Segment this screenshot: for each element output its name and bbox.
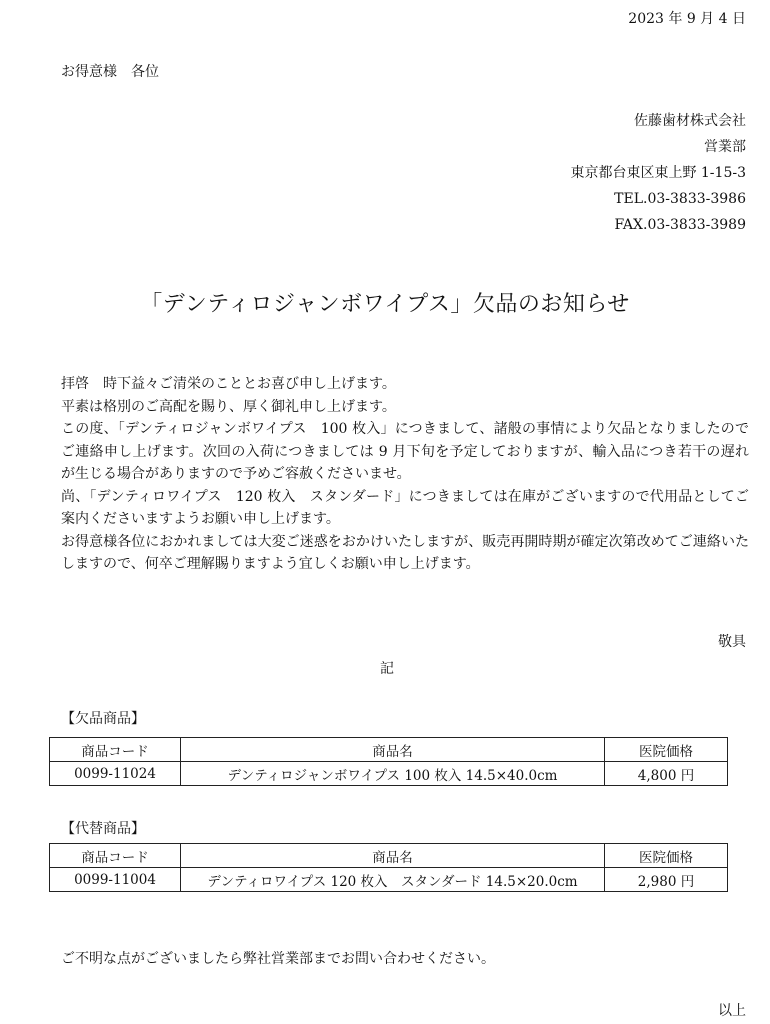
body-paragraph: お得意様各位におかれましては大変ご迷惑をおかけいたしますが、販売再開時期が確定次第改めてご連絡いたしますので、何卒ご理解賜りますよう宜しくお願い申し上げます。 <box>61 533 749 572</box>
document-date: 2023 年 9 月 4 日 <box>628 11 746 27</box>
closing-word: 敬具 <box>718 634 746 650</box>
product-price: 4,800 円 <box>605 762 728 786</box>
product-code: 0099-11024 <box>50 762 181 786</box>
header-product-name: 商品名 <box>181 738 605 762</box>
recipient: お得意様 各位 <box>61 64 159 80</box>
body-paragraph: 拝啓 時下益々ご清栄のこととお喜び申し上げます。 <box>61 376 396 392</box>
table-row <box>50 868 728 892</box>
sender-tel: TEL.03-3833-3986 <box>614 191 746 207</box>
table-row <box>50 762 728 786</box>
out-of-stock-table <box>49 737 728 786</box>
table-header-row <box>50 738 728 762</box>
sender-address: 東京都台東区東上野 1-15-3 <box>570 165 746 181</box>
sender-fax: FAX.03-3833-3989 <box>614 217 746 233</box>
header-product-code: 商品コード <box>50 738 181 762</box>
product-code: 0099-11004 <box>50 868 181 892</box>
product-name: デンティロジャンボワイプス 100 枚入 14.5×40.0cm <box>181 762 605 786</box>
contact-note: ご不明な点がございましたら弊社営業部までお問い合わせください。 <box>61 951 495 967</box>
sender-department: 営業部 <box>704 139 746 155</box>
header-product-name: 商品名 <box>181 844 605 868</box>
sender-company: 佐藤歯材株式会社 <box>634 113 746 129</box>
out-of-stock-label: 【欠品商品】 <box>61 711 145 727</box>
header-price: 医院価格 <box>605 844 728 868</box>
header-price: 医院価格 <box>605 738 728 762</box>
body-paragraph: この度、「デンティロジャンボワイプス 100 枚入」につきまして、諸般の事情により欠品となりましたのでご連絡申し上げます。次回の入荷につきましては 9 月下旬を予定しておりますが、輸入品につき若干の遅れが生じる場合がありますので予めご容赦くださいませ。 <box>61 421 749 482</box>
body-paragraph: 平素は格別のご高配を賜り、厚く御礼申し上げます。 <box>61 398 396 415</box>
document-title: 「デンティロジャンボワイプス」欠品のお知らせ <box>140 292 630 317</box>
table-header-row <box>50 844 728 868</box>
substitute-label: 【代替商品】 <box>61 821 145 837</box>
body-paragraph: 尚、「デンティロワイプス 120 枚入 スタンダード」につきましては在庫がございますので代用品としてご案内くださいますようお願い申し上げます。 <box>61 488 749 527</box>
end-word: 以上 <box>718 1003 746 1019</box>
body-text <box>61 373 749 576</box>
substitute-table <box>49 843 728 892</box>
product-price: 2,980 円 <box>605 868 728 892</box>
header-product-code: 商品コード <box>50 844 181 868</box>
product-name: デンティロワイプス 120 枚入 スタンダード 14.5×20.0cm <box>181 868 605 892</box>
ki-heading: 記 <box>380 661 394 677</box>
